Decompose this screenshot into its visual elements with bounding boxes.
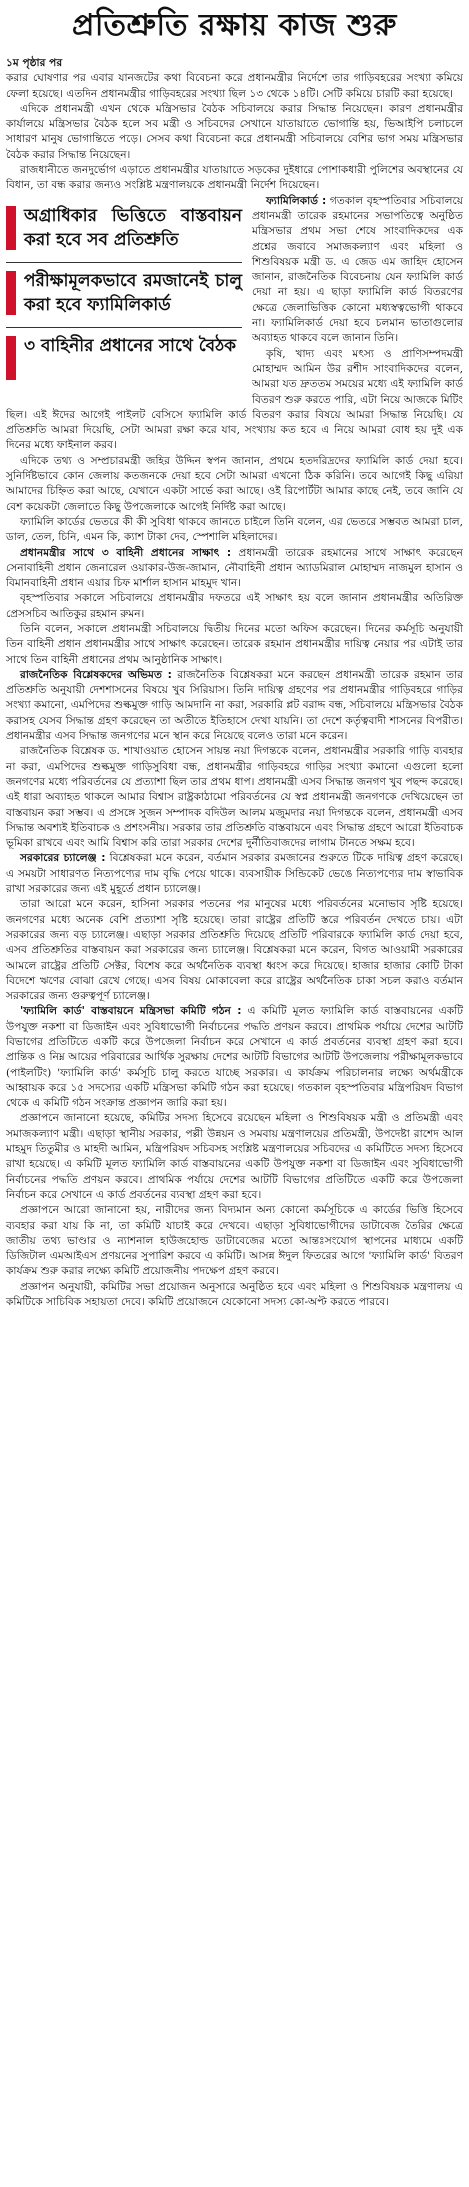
paragraph-3: ফ্যামিলিকার্ড : গতকাল বৃহস্পতিবার সচিবালয়ে প্রধানমন্ত্রী তারেক রহমানের সভাপতিত্বে অনুষ্ঠিত মন্ত্রিসভার প্রথম সভা শেষে সাংবাদিকদের এক প্রশ্নের জবাবে সমাজকল্যাণ এবং মহিলা ও শিশুবিষয়ক মন্ত্রী ড. এ জেড এম জাহিদ হোসেন জানান, রাজনৈতিক বিবেচনায় যেন ফ্যামিলি কার্ড দেয়া না হয়। এ ছাড়া ফ্যামিলি কার্ড বিতরণের ক্ষেত্রে জেলাভিত্তিক কোনো মধ্যস্বত্বভোগী থাকবে না। ফ্যামিলিকার্ড দেয়া হবে চলমান ভাতাগুলোর অব্যাহত থাকবে বলে জানান তিনি। <box>252 194 463 345</box>
paragraph-4: কৃষি, খাদ্য এবং মৎস্য ও প্রাণিসম্পদমন্ত্রী মোহাম্মদ আমিন উর রশীদ সাংবাদিকদের বলেন, আমরা যত দ্রুততম সময়ের মধ্যে এই ফ্যামিলি কার্ড বিতরণ শুরু করতে পারি, এটা নিয়ে আজকে মিটিং ছিল। এই ঈদের আগেই পাইলট বেসিসে ফ্যামিলি কার্ড বিতরণ করার বিষয়ে আমরা সিদ্ধান্ত নিয়েছি। যে প্রতিশ্রুতি আমরা দিয়েছি, সেটা আমরা রক্ষা করে যাব, সংখ্যায় কত হবে এ নিয়ে আমরা বোধ হয় দুই এক দিনের মধ্যে ফাইনাল করব। <box>6 347 463 452</box>
paragraph-13: তারা আরো মনে করেন, হাসিনা সরকার পতনের পর মানুষের মধ্যে পরিবর্তনের মনোভাব সৃষ্টি হয়েছে। জনগণের মধ্যে অনেক বেশি প্রত্যাশা সৃষ্টি হয়েছে। তারা রাষ্ট্রের প্রতিটি স্তরে পরিবর্তন দেখতে চায়। এটা সরকারের জন্য বড় চ্যালেঞ্জ। এছাড়া সরকার প্রতিশ্রুতি দিয়েছে প্রতিটি পরিবারকে ফ্যামিলি কার্ড দেয়া হবে, এসব প্রতিশ্রুতির বাস্তবায়ন করা সরকারের জন্য চ্যালেঞ্জ। বিশ্লেষকরা মনে করেন, বিগত আওয়ামী সরকারের আমলে রাষ্ট্রের প্রতিটি সেক্টর, বিশেষ করে অর্থনৈতিক ব্যবস্থা ধ্বংস করে দিয়েছে। হাজার হাজার কোটি টাকা বিদেশে ঋণের বোঝা রেখে গেছে। এসব বিষয় মোকাবেলা করে রাষ্ট্রের অর্থনৈতিক চাকা সচল করাও বর্তমান সরকারের জন্য গুরুত্বপূর্ণ চ্যালেঞ্জ। <box>6 898 463 1003</box>
paragraph-15: প্রজ্ঞাপনে জানানো হয়েছে, কমিটির সদস্য হিসেবে রয়েছেন মহিলা ও শিশুবিষয়ক মন্ত্রী ও প্রতিমন্ত্রী এবং সমাজকল্যাণ মন্ত্রী। এছাড়া স্থানীয় সরকার, পল্লী উন্নয়ন ও সমবায় মন্ত্রণালয়ের প্রতিমন্ত্রী, উপদেষ্টা রাশেদ আল মাহমুদ তিতুমীর ও মাহদী আমিন, মন্ত্রিপরিষদ সচিবসহ সংশ্লিষ্ট মন্ত্রণালয়ের সচিবদের এ কমিটিতে সদস্য হিসেবে রাখা হয়েছে। এ কমিটি মূলত ফ্যামিলি কার্ড বাস্তবায়নের একটি উপযুক্ত নকশা বা ডিজাইন এবং সুবিধাভোগী নির্বাচনের পদ্ধতি প্রণয়ন করবে। প্রাথমিক পর্যায়ে দেশের আটটি বিভাগের প্রতিটিতে একটি করে উপজেলা নির্বাচন করে সেখানে এ কার্ড প্রবর্তনের ব্যবস্থা গ্রহণ করা হবে। <box>6 1112 463 1201</box>
highlight-marker <box>6 206 16 250</box>
paragraph-11: রাজনৈতিক বিশ্লেষক ড. শাখাওয়াত হোসেন সায়ন্ত নয়া দিগন্তকে বলেন, প্রধানমন্ত্রীর সরকারি গাড়ি ব্যবহার না করা, এমপিদের শুল্কমুক্ত গাড়িসুবিধা বন্ধ, প্রধানমন্ত্রীর গাড়িবহরে গাড়ির সংখ্যা কমানো এগুলো হলো জনগণের মধ্যে পরিবর্তনের যে প্রত্যাশা ছিল তার প্রথম ধাপ। প্রধানমন্ত্রী এসব সিদ্ধান্ত জনগণ খুব পছন্দ করেছে। এই ধারা অব্যাহত থাকলে আমার বিশ্বাস রাষ্ট্রকাঠামো পরিবর্তনের যে স্বপ্ন প্রধানমন্ত্রী জনগণকে দেখিয়েছেন তা বাস্তবায়ন করা সম্ভব। এ প্রসঙ্গে সুজন সম্পাদক বদিউল আলম মজুমদার নয়া দিগন্তকে বলেন, প্রধানমন্ত্রী এসব সিদ্ধান্ত অবশ্যই ইতিবাচক ও প্রশংসনীয়। সরকার তার প্রতিশ্রুতি বাস্তবায়নে এবং সিদ্ধান্ত গ্রহণে আরো ইতিবাচক ভূমিকা রাখবে এবং আমি বিশ্বাস করি তারা সরকার দেশের দুর্নীতিবাজদের লাগাম টানতে সক্ষম হবে। <box>6 745 463 850</box>
paragraph-12: সরকারের চ্যালেঞ্জ : বিশ্লেষকরা মনে করেন, বর্তমান সরকার রমজানের শুরুতে টিকে দায়িত্ব গ্রহণ করেছে। এ সময়টা সাধারণত নিত্যপণ্যের দাম বৃদ্ধি পেয়ে থাকে। ব্যবসায়ীক সিন্ডিকেট ভেঙে নিত্যপণ্যের দাম স্বাভাবিক রাখা সরকারের জন্য এই মুহূর্তে প্রধান চ্যালেঞ্জ। <box>6 852 463 896</box>
highlight-marker <box>6 336 16 380</box>
highlight-item <box>6 334 242 380</box>
highlight-text: ৩ বাহিনীর প্রধানের সাথে বৈঠক <box>24 335 237 356</box>
continued-from-label: ১ম পৃষ্ঠার পর <box>6 57 63 69</box>
highlight-text: অগ্রাধিকার ভিত্তিতে বাস্তবায়ন করা হবে সব প্রতিশ্রুতি <box>24 205 242 250</box>
paragraph-9: তিনি বলেন, সকালে প্রধানমন্ত্রী সচিবালয়ে দ্বিতীয় দিনের মতো অফিস করেছেন। দিনের কর্মসূচি অনুযায়ী তিন বাহিনী প্রধান প্রধানমন্ত্রীর সাথে সাক্ষাৎ করেছেন। তারেক রহমান প্রধানমন্ত্রীর দায়িত্ব নেয়ার পর এটাই তার সাথে তিন বাহিনী প্রধানের প্রথম আনুষ্ঠানিক সাক্ষাৎ। <box>6 622 463 666</box>
paragraph-7: প্রধানমন্ত্রীর সাথে ৩ বাহিনী প্রধানের সাক্ষাৎ : প্রধানমন্ত্রী তারেক রহমানের সাথে সাক্ষাৎ করেছেন সেনাবাহিনী প্রধান জেনারেল ওয়াকার-উজ-জামান, নৌবাহিনী প্রধান অ্যাডমিরাল মোহাম্মদ নাজমুল হাসান ও বিমানবাহিনী প্রধান এয়ার চিফ মার্শাল হাসান মাহমুদ খান। <box>6 546 463 590</box>
article-headline: প্রতিশ্রুতি রক্ষায় কাজ শুরু <box>72 7 397 43</box>
paragraph-17: প্রজ্ঞাপন অনুযায়ী, কমিটির সভা প্রয়োজন অনুসারে অনুষ্ঠিত হবে এবং মহিলা ও শিশুবিষয়ক মন্ত্রণালয় এ কমিটিকে সাচিবিক সহায়তা দেবে। কমিটি প্রয়োজনে যেকোনো সদস্য কো-অপ্ট করতে পারবে। <box>6 1280 463 1309</box>
highlight-item <box>6 204 242 252</box>
paragraph-5: এদিকে তথ্য ও সম্প্রচারমন্ত্রী জহির উদ্দিন স্বপন জানান, প্রথমে হতদরিদ্রদের ফ্যামিলি কার্ড দেয়া হবে। সুনির্দিষ্টভাবে কোন জেলায় কতজনকে দেয়া হবে সেটা আমরা এখনো ঠিক করিনি। তবে আগেই কিছু এরিয়া আমাদের চিহ্নিত করা আছে, যেখানে একটা সার্ভে করা আছে। ওই রিপোর্টটা আমার কাছে নেই, তবে জানি যে বেশ কয়েকটা জেলাতে কিছু উপজেলাকে আগেই নির্দিষ্ট করা আছে। <box>6 454 463 513</box>
highlight-text: পরীক্ষামূলকভাবে রমজানেই চালু করা হবে ফ্যামিলিকার্ড <box>24 270 242 315</box>
paragraph-10: রাজনৈতিক বিশ্লেষকদের অভিমত : রাজনৈতিক বিশ্লেষকরা মনে করছেন প্রধানমন্ত্রী তারেক রহমান তার প্রতিশ্রুতি অনুযায়ী দেশশাসনের বিষয়ে খুব সিরিয়াস। তিনি দায়িত্ব গ্রহণের পর প্রধানমন্ত্রীর গাড়িবহরে গাড়ির সংখ্যা কমানো, এমপিদের শুল্কমুক্ত গাড়ি আমদানি না করা, সরকারি প্লট বরাদ্দ বন্ধ, সচিবালয়ে মন্ত্রিসভার বৈঠক করাসহ যেসব সিদ্ধান্ত গ্রহণ করেছেন তা অতীতে ইতিহাসে দেখা যায়নি। তা দেশে কর্তৃত্ববাদী শাসনের বিপরীত। প্রধানমন্ত্রীর এসব সিদ্ধান্ত জনগণের মনে স্থান করে নিয়েছে বলেও তারা মনে করেন। <box>6 668 463 743</box>
subheading: প্রধানমন্ত্রীর সাথে ৩ বাহিনী প্রধানের সাক্ষাৎ : <box>20 546 232 559</box>
paragraph-16: প্রজ্ঞাপনে আরো জানানো হয়, নারীদের জন্য বিদ্যমান অন্য কোনো কর্মসূচিকে এ কার্ডের ভিত্তি হিসেবে ব্যবহার করা যায় কি না, তা কমিটি যাচাই করে দেখবে। এছাড়া সুবিধাভোগীদের ডাটাবেজ তৈরির ক্ষেত্রে জাতীয় তথ্য ভাণ্ডার ও ন্যাশনাল হাউজহোল্ড ডাটাবেজের মতো আন্তঃসংযোগ স্থাপনের মাধ্যমে একটি ডিজিটাল এমআইএস প্রণয়নের সুপারিশ করবে এ কমিটি। আসন্ন ঈদুল ফিতরের আগে 'ফ্যামিলি কার্ড' বিতরণ কার্যক্রম শুরু করার লক্ষ্যে কমিটি প্রয়োজনীয় পদক্ষেপ গ্রহণ করবে। <box>6 1204 463 1278</box>
subheading: 'ফ্যামিলি কার্ড' বাস্তবায়নে মন্ত্রিসভা কমিটি গঠন : <box>20 1005 242 1018</box>
paragraph-2: রাজধানীতে জনদুর্ভোগ এড়াতে প্রধানমন্ত্রীর যাতায়াতে সড়কের দুইধারে পোশাকধারী পুলিশের অবস্থানের যে বিধান, তা বন্ধ করার জন্যও সংশ্লিষ্ট মন্ত্রণালয়কে প্রধানমন্ত্রী নির্দেশ দিয়েছেন। <box>6 164 463 192</box>
highlight-item <box>6 269 242 317</box>
subheading: রাজনৈতিক বিশ্লেষকদের অভিমত : <box>20 668 172 681</box>
paragraph-8: বৃহস্পতিবার সকালে সচিবালয়ে প্রধানমন্ত্রীর দফতরে এই সাক্ষাৎ হয় বলে জানান প্রধানমন্ত্রীর অতিরিক্ত প্রেসসচিব আতিকুর রহমান রুমন। <box>6 592 463 620</box>
subheading: সরকারের চ্যালেঞ্জ : <box>20 852 106 865</box>
subheading: ফ্যামিলিকার্ড : <box>266 194 327 207</box>
paragraph-6: ফ্যামিলি কার্ডের ভেতরে কী কী সুবিধা থাকবে জানতে চাইলে তিনি বলেন, এর ভেতরে সম্ভবত আমরা চাল, ডাল, তেল, চিনি, এমন কি, ক্যাশ টাকা দেব, স্পেশালি মহিলাদের। <box>6 515 463 544</box>
article-body <box>6 56 463 1310</box>
divider <box>6 262 242 263</box>
highlight-box <box>6 198 242 390</box>
highlight-marker <box>6 271 16 315</box>
paragraph-14: 'ফ্যামিলি কার্ড' বাস্তবায়নে মন্ত্রিসভা কমিটি গঠন : এ কমিটি মূলত ফ্যামিলি কার্ড বাস্তবায়নের একটি উপযুক্ত নকশা বা ডিজাইন এবং সুবিধাভোগী নির্বাচনের পদ্ধতি প্রণয়ন করবে। প্রাথমিক পর্যায়ে দেশের আটটি বিভাগের প্রতিটিতে একটি করে উপজেলা নির্বাচন করে সেখানে এ কার্ড প্রবর্তনের ব্যবস্থা গ্রহণ করা হবে। প্রান্তিক ও নিম্ন আয়ের পরিবারের আর্থিক সুরক্ষায় দেশের আটটি বিভাগের আটটি উপজেলায় পরীক্ষামূলকভাবে (পাইলটিং) 'ফ্যামিলি কার্ড' কর্মসূচি চালু করতে যাচ্ছে সরকার। এ কার্যক্রম পরিচালনার লক্ষ্যে অর্থমন্ত্রীকে আহ্বায়ক করে ১৫ সদস্যের একটি মন্ত্রিসভা কমিটি গঠন করা হয়েছে। গতকাল বৃহস্পতিবার মন্ত্রিপরিষদ বিভাগ থেকে এ কমিটি গঠন সংক্রান্ত প্রজ্ঞাপন জারি করা হয়। <box>6 1005 463 1110</box>
paragraph-0: করার ঘোষণার পর এবার যানজটের কথা বিবেচনা করে প্রধানমন্ত্রীর নির্দেশে তার গাড়িবহরের সংখ্যা কমিয়ে ফেলা হয়েছে। এতদিন প্রধানমন্ত্রীর গাড়িবহরের সংখ্যা ছিল ১৩ থেকে ১৪টি। সেটি কমিয়ে চারটি করা হয়েছে। <box>6 72 463 100</box>
paragraph-1: এদিকে প্রধানমন্ত্রী এখন থেকে মন্ত্রিসভার বৈঠক সচিবালয়ে করার সিদ্ধান্ত নিয়েছেন। কারণ প্রধানমন্ত্রীর কার্যালয়ে মন্ত্রিসভার বৈঠক হলে সব মন্ত্রী ও সচিবদের সেখানে যাতায়াতে ভোগান্তি হয়, ভিআইপি চলাচলে সাধারণ মানুষ ভোগান্তিতে পড়ে। সেসব কথা বিবেচনা করে প্রধানমন্ত্রী সচিবালয়ে বেশির ভাগ সময় মন্ত্রিসভার বৈঠক করার সিদ্ধান্ত নিয়েছেন। <box>6 102 463 161</box>
divider <box>6 327 242 328</box>
